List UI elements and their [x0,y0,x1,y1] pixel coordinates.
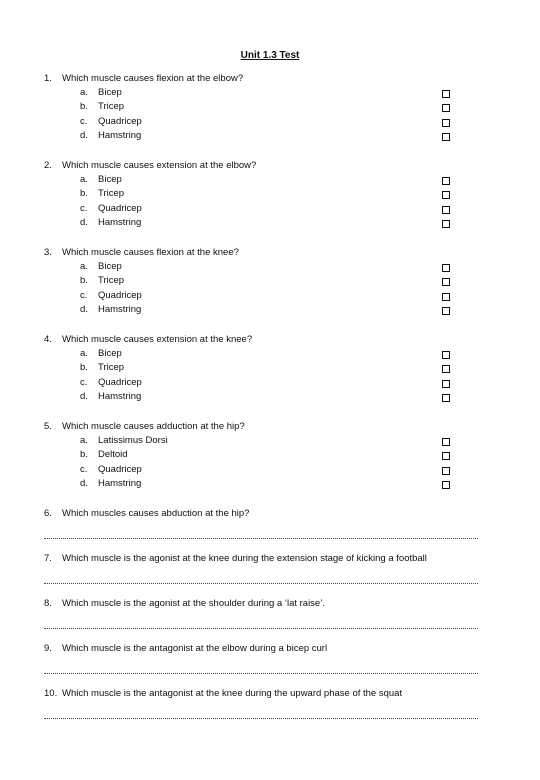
question-10 [44,688,402,700]
question-text: Which muscle causes flexion at the elbow? [62,73,244,84]
option-text: Tricep [98,101,125,112]
question-number: 1. [44,73,52,84]
option [80,116,142,128]
option-letter: c. [80,116,88,127]
question-2 [44,160,256,172]
option-text: Hamstring [98,478,142,489]
option-text: Hamstring [98,130,142,141]
option-text: Bicep [98,174,122,185]
answer-checkbox[interactable] [442,119,450,127]
option-text: Bicep [98,348,122,359]
option-letter: c. [80,290,88,301]
question-text: Which muscle is the antagonist at the elbow during a bicep curl [62,643,328,654]
answer-checkbox[interactable] [442,177,450,185]
answer-checkbox[interactable] [442,278,450,286]
option-letter: b. [80,362,88,373]
question-text: Which muscle is the agonist at the knee during the extension stage of kicking a football [62,553,427,564]
answer-checkbox[interactable] [442,307,450,315]
option [80,275,124,287]
question-number: 7. [44,553,52,564]
option-text: Hamstring [98,304,142,315]
option-text: Bicep [98,261,122,272]
option-text: Latissimus Dorsi [98,435,168,446]
option-letter: a. [80,348,88,359]
answer-checkbox[interactable] [442,394,450,402]
answer-checkbox[interactable] [442,293,450,301]
answer-checkbox[interactable] [442,481,450,489]
option [80,304,141,316]
answer-checkbox[interactable] [442,220,450,228]
question-text: Which muscle is the antagonist at the knee during the upward phase of the squat [62,688,403,699]
option-text: Hamstring [98,391,142,402]
option-text: Quadricep [98,203,142,214]
answer-checkbox[interactable] [442,133,450,141]
option-letter: d. [80,391,88,402]
answer-line[interactable] [44,673,478,674]
answer-checkbox[interactable] [442,380,450,388]
question-number: 3. [44,247,52,258]
question-number: 9. [44,643,52,654]
option-text: Quadricep [98,377,142,388]
answer-checkbox[interactable] [442,438,450,446]
question-number: 2. [44,160,52,171]
option-letter: b. [80,449,88,460]
option-letter: d. [80,304,88,315]
option-text: Quadricep [98,464,142,475]
answer-checkbox[interactable] [442,351,450,359]
option [80,391,141,403]
answer-checkbox[interactable] [442,104,450,112]
question-text: Which muscle causes extension at the elbow? [62,160,257,171]
answer-line[interactable] [44,628,478,629]
option-letter: c. [80,377,88,388]
answer-checkbox[interactable] [442,452,450,460]
question-number: 8. [44,598,52,609]
option-text: Tricep [98,275,125,286]
answer-line[interactable] [44,583,478,584]
question-number: 4. [44,334,52,345]
option [80,217,141,229]
option-text: Quadricep [98,116,142,127]
option-letter: b. [80,188,88,199]
question-text: Which muscle is the agonist at the shoulder during a ‘lat raise’. [62,598,325,609]
question-number: 5. [44,421,52,432]
answer-checkbox[interactable] [442,467,450,475]
option-text: Bicep [98,87,122,98]
answer-checkbox[interactable] [442,191,450,199]
option-text: Tricep [98,188,125,199]
question-text: Which muscle causes flexion at the knee? [62,247,239,258]
question-7 [44,553,427,565]
option-letter: a. [80,435,88,446]
option-letter: d. [80,217,88,228]
question-9 [44,643,327,655]
option [80,348,122,360]
option [80,130,141,142]
question-1 [44,73,243,85]
option-letter: a. [80,174,88,185]
option-text: Quadricep [98,290,142,301]
option-text: Tricep [98,362,125,373]
question-text: Which muscle causes adduction at the hip? [62,421,245,432]
answer-checkbox[interactable] [442,90,450,98]
option [80,478,141,490]
answer-checkbox[interactable] [442,206,450,214]
option [80,290,142,302]
question-8 [44,598,325,610]
option [80,174,122,186]
question-text: Which muscle causes extension at the knee? [62,334,253,345]
option-text: Deltoid [98,449,128,460]
answer-checkbox[interactable] [442,264,450,272]
option [80,261,122,273]
option [80,362,124,374]
option [80,203,142,215]
option [80,464,142,476]
option-letter: d. [80,478,88,489]
option [80,377,142,389]
question-4 [44,334,252,346]
question-number: 10. [44,688,58,699]
option-letter: d. [80,130,88,141]
option-letter: c. [80,464,88,475]
question-3 [44,247,239,259]
question-number: 6. [44,508,52,519]
option-letter: a. [80,87,88,98]
question-6 [44,508,249,520]
option-letter: b. [80,101,88,112]
option [80,435,168,447]
option [80,449,128,461]
option [80,188,124,200]
option-letter: a. [80,261,88,272]
option-text: Hamstring [98,217,142,228]
option-letter: b. [80,275,88,286]
question-text: Which muscles causes abduction at the hip? [62,508,250,519]
option [80,87,122,99]
answer-line[interactable] [44,538,478,539]
option [80,101,124,113]
page-title: Unit 1.3 Test [240,50,300,61]
option-letter: c. [80,203,88,214]
answer-checkbox[interactable] [442,365,450,373]
answer-line[interactable] [44,718,478,719]
question-5 [44,421,245,433]
